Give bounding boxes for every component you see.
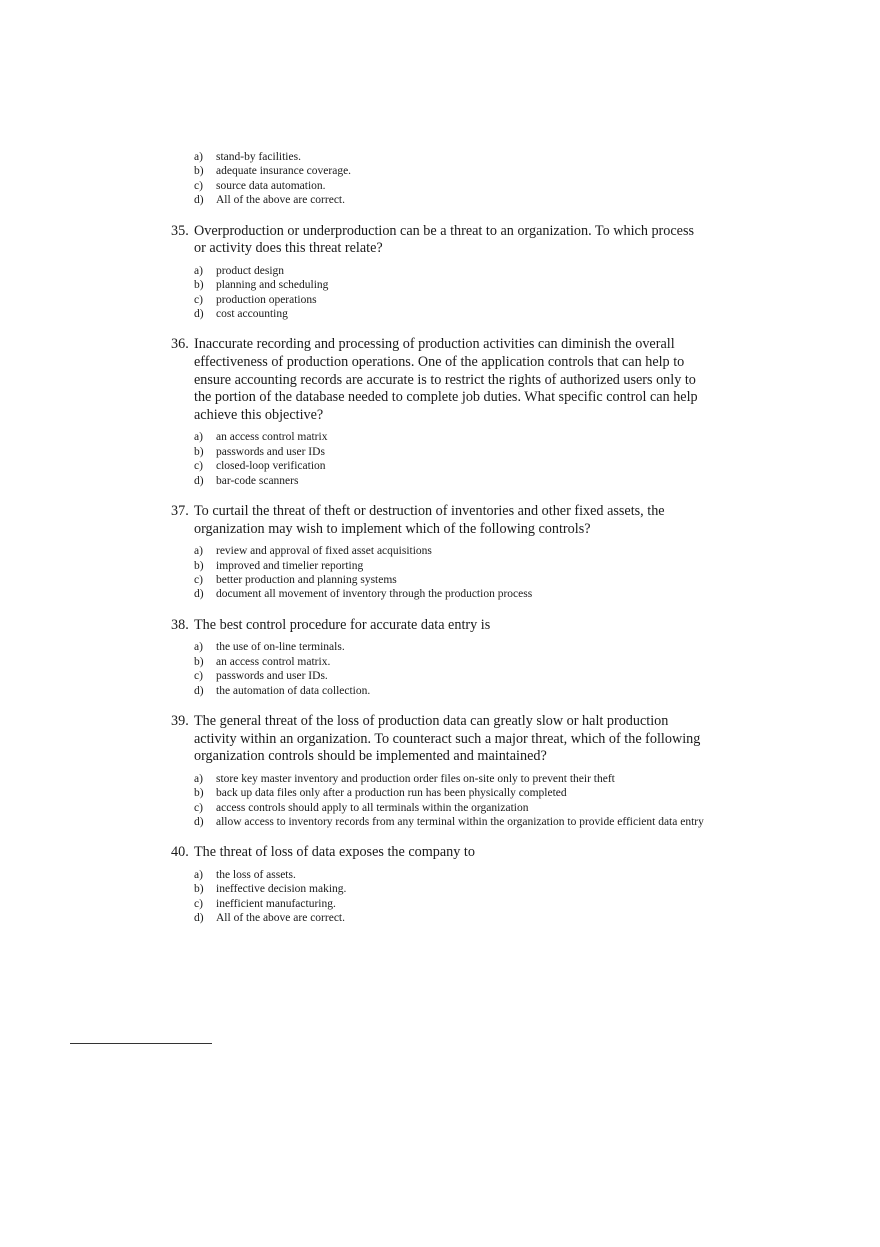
option-letter: c) [194, 293, 203, 306]
question-37-options [0, 544, 880, 602]
option-item [0, 868, 706, 882]
question-text: The general threat of the loss of production data can greatly slow or halt production activity within an organization. To counteract such a major threat, which of the following organization controls should be implemented and maintained? [194, 713, 701, 765]
question-35 [0, 223, 706, 258]
option-letter: c) [194, 897, 203, 910]
option-text: All of the above are correct. [216, 194, 345, 207]
option-letter: a) [194, 772, 203, 785]
option-letter: d) [194, 912, 204, 925]
option-text: bar-code scanners [216, 474, 299, 487]
question-36 [0, 336, 706, 424]
option-text: production operations [216, 293, 317, 306]
question-text: The threat of loss of data exposes the company to [194, 844, 475, 861]
option-text: stand-by facilities. [216, 151, 301, 163]
option-letter: c) [194, 574, 203, 587]
option-item [0, 815, 706, 829]
option-letter: c) [194, 801, 203, 814]
option-item [0, 640, 706, 654]
option-text: back up data files only after a production run has been physically completed [216, 787, 567, 800]
question-39-options [0, 772, 880, 830]
option-text: an access control matrix [216, 431, 328, 444]
question-number: 39. [171, 713, 189, 730]
option-letter: b) [194, 787, 204, 800]
option-item [0, 669, 706, 683]
question-number: 37. [171, 503, 189, 520]
option-letter: b) [194, 655, 204, 668]
option-item [0, 801, 706, 815]
option-item [0, 474, 706, 488]
option-letter: c) [194, 460, 203, 473]
option-letter: d) [194, 684, 204, 697]
option-text: product design [216, 264, 285, 277]
option-item [0, 911, 706, 925]
option-letter: d) [194, 474, 204, 487]
option-item [0, 655, 706, 669]
option-item [0, 307, 706, 321]
option-letter: a) [194, 641, 203, 654]
option-item [0, 772, 706, 786]
option-text: All of the above are correct. [216, 912, 345, 925]
option-item [0, 459, 706, 473]
question-text: Inaccurate recording and processing of production activities can diminish the overall effectiveness of production operations. One of the application controls that can help to ensure accounting records are accurate is to restrict the rights of authorized users only to the portion of the database needed to complete job duties. What specific control can help achieve this objective? [194, 336, 698, 423]
question-35-options [0, 264, 880, 322]
question-text: The best control procedure for accurate data entry is [194, 616, 491, 633]
intro-options [0, 150, 880, 208]
question-number: 35. [171, 222, 189, 239]
question-38 [0, 617, 706, 635]
question-39 [0, 713, 706, 766]
option-text: the use of on-line terminals. [216, 641, 345, 654]
option-text: access controls should apply to all terminals within the organization [216, 801, 529, 814]
option-item [0, 573, 706, 587]
option-text: better production and planning systems [216, 574, 397, 587]
option-letter: b) [194, 279, 204, 292]
option-text: passwords and user IDs. [216, 670, 328, 683]
option-text: source data automation. [216, 179, 326, 192]
option-letter: a) [194, 869, 203, 882]
option-letter: b) [194, 445, 204, 458]
option-item [0, 559, 706, 573]
option-letter: c) [194, 179, 203, 192]
option-letter: a) [194, 545, 203, 558]
option-text: the automation of data collection. [216, 684, 371, 697]
option-text: cost accounting [216, 308, 288, 321]
option-letter: d) [194, 588, 204, 601]
footnote-separator [70, 1043, 212, 1044]
option-item [0, 445, 706, 459]
option-letter: b) [194, 883, 204, 896]
option-item [0, 544, 706, 558]
option-item [0, 179, 706, 193]
question-38-options [0, 640, 880, 698]
option-text: store key master inventory and production order files on-site only to prevent their theft [216, 772, 615, 785]
option-text: allow access to inventory records from any terminal within the organization to provide efficient data entry [216, 816, 704, 829]
option-item [0, 430, 706, 444]
option-text: an access control matrix. [216, 655, 331, 668]
option-letter: d) [194, 816, 204, 829]
option-text: the loss of assets. [216, 869, 296, 882]
option-item [0, 587, 706, 601]
option-item [0, 786, 706, 800]
option-letter: b) [194, 559, 204, 572]
option-item [0, 684, 706, 698]
option-item [0, 193, 706, 207]
question-number: 38. [171, 616, 189, 633]
question-40 [0, 844, 706, 862]
question-text: Overproduction or underproduction can be a threat to an organization. To which process or activity does this threat relate? [194, 222, 695, 257]
option-letter: c) [194, 670, 203, 683]
option-letter: a) [194, 431, 203, 444]
option-text: inefficient manufacturing. [216, 897, 336, 910]
question-text: To curtail the threat of theft or destruction of inventories and other fixed assets, the organization may wish to implement which of the following controls? [194, 503, 665, 537]
option-text: ineffective decision making. [216, 883, 347, 896]
option-text: review and approval of fixed asset acquisitions [216, 545, 432, 558]
option-text: passwords and user IDs [216, 445, 325, 458]
question-number: 36. [171, 336, 189, 353]
option-text: improved and timelier reporting [216, 559, 364, 572]
option-text: adequate insurance coverage. [216, 165, 352, 178]
option-text: closed-loop verification [216, 460, 326, 473]
question-number: 40. [171, 844, 189, 861]
option-item [0, 278, 706, 292]
question-37 [0, 503, 706, 538]
option-item [0, 882, 706, 896]
option-letter: a) [194, 264, 203, 277]
option-item [0, 150, 706, 164]
option-item [0, 164, 706, 178]
option-letter: d) [194, 308, 204, 321]
option-text: planning and scheduling [216, 279, 329, 292]
option-text: document all movement of inventory through the production process [216, 588, 533, 601]
option-letter: b) [194, 165, 204, 178]
page-content [0, 150, 880, 926]
option-item [0, 264, 706, 278]
option-letter: a) [194, 151, 203, 163]
option-letter: d) [194, 194, 204, 207]
question-40-options [0, 868, 880, 926]
option-item [0, 897, 706, 911]
question-36-options [0, 430, 880, 488]
option-item [0, 293, 706, 307]
